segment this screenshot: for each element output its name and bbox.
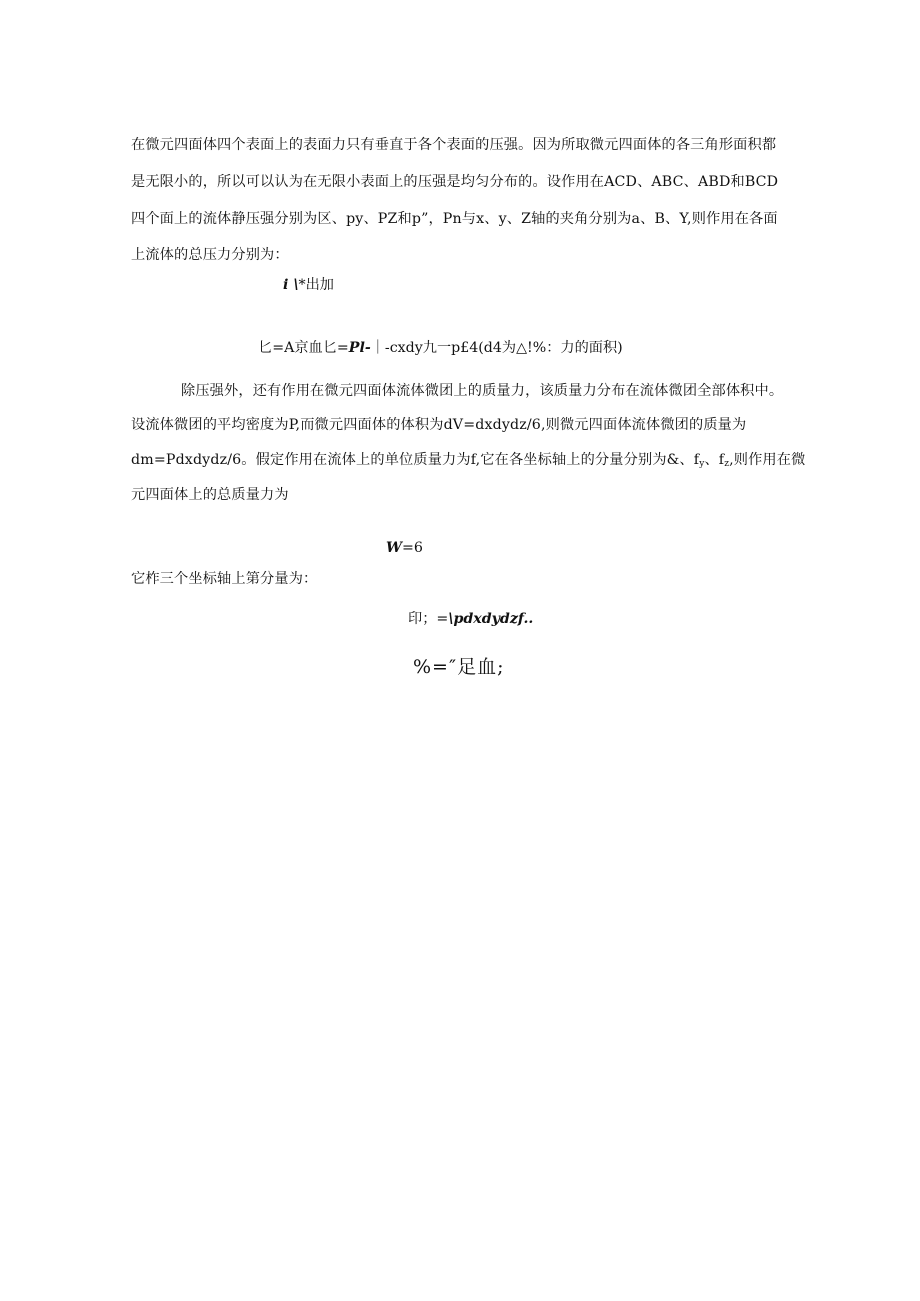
formula-3-text: =6 xyxy=(401,540,423,556)
paragraph-2-line-3-mid: 、f xyxy=(704,452,725,468)
formula-4-part-1: 印；= xyxy=(408,611,449,627)
paragraph-1-line-3: 四个面上的流体静压强分别为区、py、PZ和p”，Pn与x、y、Z轴的夹角分别为a、B、Y,则作用在各面 xyxy=(131,211,778,227)
paragraph-2-line-2: 设流体微团的平均密度为P,而微元四面体的体积为dV=dxdydz/6,则微元四面体流体微团的质量为 xyxy=(131,417,747,433)
formula-5: %=″足血; xyxy=(413,656,505,678)
paragraph-2-line-1: 除压强外，还有作用在微元四面体流体微团上的质量力，该质量力分布在流体微团全部体积中。 xyxy=(181,383,784,399)
paragraph-1-line-4: 上流体的总压力分别为： xyxy=(131,247,289,263)
formula-3 xyxy=(386,539,423,557)
paragraph-1-line-1: 在微元四面体四个表面上的表面力只有垂直于各个表面的压强。因为所取微元四面体的各三角形面积都 xyxy=(131,137,777,153)
formula-1-text: *出加 xyxy=(298,277,334,293)
paragraph-2-line-3 xyxy=(131,451,805,473)
formula-2-part-1: 匕=A京血匕= xyxy=(258,340,349,356)
paragraph-2-line-4: 元四面体上的总质量力为 xyxy=(131,487,289,503)
paragraph-1-line-2: 是无限小的，所以可以认为在无限小表面上的压强是均匀分布的。设作用在ACD、ABC、ABD和BCD xyxy=(131,174,779,190)
formula-1 xyxy=(283,276,334,294)
paragraph-2-line-3-end: ,则作用在微 xyxy=(729,452,806,468)
formula-4 xyxy=(408,610,533,628)
subscript-z: z xyxy=(724,459,730,469)
formula-2-part-2: ｜-cxdy九一p£4(d4为△!%：力的面积) xyxy=(370,340,623,356)
formula-2-symbol: Pl- xyxy=(348,340,371,356)
subscript-y: y xyxy=(699,459,705,469)
formula-3-symbol: W xyxy=(386,540,402,556)
paragraph-2-line-3-text: dm=Pdxdydz/6。假定作用在流体上的单位质量力为f,它在各坐标轴上的分量分别为&、f xyxy=(131,452,700,468)
formula-2 xyxy=(258,339,623,357)
formula-1-symbol: i \ xyxy=(283,277,299,293)
paragraph-3: 它柞三个坐标轴上第分量为： xyxy=(131,571,318,587)
formula-4-symbol: \pdxdydzf.. xyxy=(448,611,534,627)
